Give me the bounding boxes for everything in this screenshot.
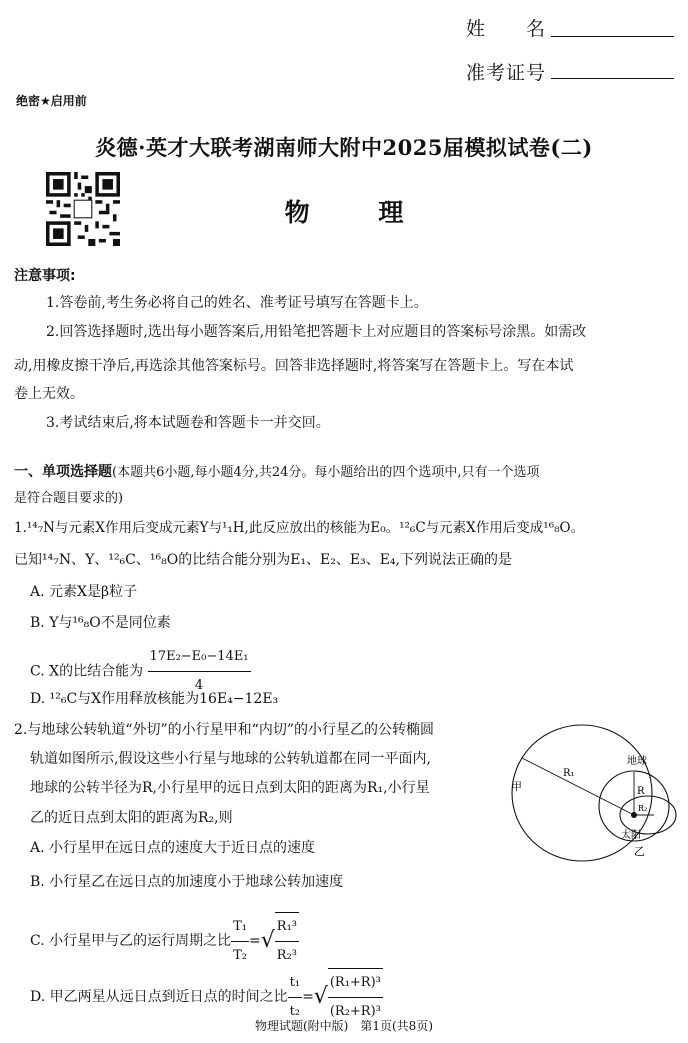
q1-option-d: D. ¹²₆C与X作用释放核能为16E₄−12E₃ bbox=[30, 691, 279, 707]
note-2-cont: 动,用橡皮擦干净后,再选涂其他答案标号。回答非选择题时,将答案写在答题卡上。写在本试 bbox=[14, 358, 574, 374]
id-line bbox=[551, 78, 674, 79]
subject-title: 物 理 bbox=[284, 198, 404, 227]
label-r2: R₂ bbox=[638, 804, 648, 813]
q2-option-a: A. 小行星甲在远日点的速度大于近日点的速度 bbox=[30, 840, 316, 856]
label-r: R bbox=[637, 786, 645, 797]
q2-option-d-rad-den: (R₂+R)³ bbox=[329, 1004, 381, 1019]
q1-stem-1: 1.¹⁴₇N与元素X作用后变成元素Y与¹₁H,此反应放出的核能为E₀。¹²₆C与元素X作用后变成¹⁶₈O。 bbox=[14, 520, 585, 536]
q1-option-c-den: 4 bbox=[194, 678, 204, 693]
label-jia: 甲 bbox=[511, 780, 522, 793]
q2-option-d-frac-den: t₂ bbox=[289, 1003, 301, 1019]
q2-option-c-eq: = bbox=[249, 933, 261, 949]
page-title: 炎德·英才大联考湖南师大附中2025届模拟试卷(二) bbox=[95, 135, 593, 160]
q2-option-c-rad-num: R₁³ bbox=[275, 913, 299, 942]
page-footer: 物理试题(附中版) 第1页(共8页) bbox=[255, 1019, 433, 1033]
note-3: 3.考试结束后,将本试题卷和答题卡一并交回。 bbox=[46, 415, 330, 431]
q2-option-c-frac-num: T₁ bbox=[231, 913, 249, 942]
label-r1: R₁ bbox=[563, 768, 575, 779]
sun-icon bbox=[631, 812, 637, 818]
q1-stem-2: 已知¹⁴₇N、Y、¹²₆C、¹⁶₈O的比结合能分别为E₁、E₂、E₃、E₄,下列说法正确的是 bbox=[14, 552, 512, 568]
id-label: 准考证号 bbox=[466, 62, 547, 84]
q2-option-d-rad-num: (R₁+R)³ bbox=[328, 969, 383, 998]
note-2-cont2: 卷上无效。 bbox=[14, 386, 84, 402]
q2-stem-4: 乙的近日点到太阳的距离为R₂,则 bbox=[30, 810, 233, 826]
notes-heading: 注意事项: bbox=[14, 268, 76, 284]
name-label: 姓 名 bbox=[466, 18, 547, 40]
q2-option-c-sqrt: √ $\frac{\text{R₁³}}{\text{R₂³}}$ bbox=[261, 912, 299, 970]
radius-r1 bbox=[522, 758, 634, 815]
note-1: 1.答卷前,考生务必将自己的姓名、准考证号填写在答题卡上。 bbox=[46, 295, 428, 311]
section-heading: 一、单项选择题 bbox=[14, 464, 112, 480]
q2-option-c-frac-den: T₂ bbox=[233, 947, 248, 963]
q2-option-c-rad-den: R₂³ bbox=[276, 948, 297, 963]
q2-option-d-sqrt: √ $\frac{\text{(R₁+R)³}}{\text{(R₂+R)³}}$ bbox=[314, 968, 383, 1026]
label-sun: 太阳 bbox=[621, 830, 641, 841]
secret-mark: 绝密★启用前 bbox=[16, 94, 87, 108]
q1-option-c-num: 17E₂−E₀−14E₁ bbox=[148, 643, 251, 672]
note-2: 2.回答选择题时,选出每小题答案后,用铅笔把答题卡上对应题目的答案标号涂黑。如需改 bbox=[46, 324, 587, 340]
q1-option-c-prefix: C. X的比结合能为 bbox=[30, 663, 144, 680]
label-yi: 乙 bbox=[634, 845, 645, 858]
q2-stem-3: 地球的公转半径为R,小行星甲的远日点到太阳的距离为R₁,小行星 bbox=[30, 780, 430, 796]
q2-option-c bbox=[30, 912, 299, 970]
q2-option-d-eq: = bbox=[302, 989, 314, 1005]
orbit-figure bbox=[508, 720, 680, 866]
q2-option-d-frac-num: t₁ bbox=[288, 969, 302, 998]
q2-option-c-fraction bbox=[231, 913, 249, 970]
q1-option-b: B. Y与¹⁶₈O不是同位素 bbox=[30, 615, 171, 631]
q2-option-b: B. 小行星乙在远日点的加速度小于地球公转加速度 bbox=[30, 874, 344, 890]
q2-stem-2: 轨道如图所示,假设这些小行星与地球的公转轨道都在同一平面内, bbox=[30, 751, 431, 767]
q1-option-a: A. 元素X是β粒子 bbox=[30, 584, 138, 600]
q2-option-d-prefix: D. 甲乙两星从远日点到近日点的时间之比 bbox=[30, 989, 288, 1005]
q2-option-c-prefix: C. 小行星甲与乙的运行周期之比 bbox=[30, 933, 232, 949]
name-line bbox=[551, 36, 674, 37]
section-desc: (本题共6小题,每小题4分,共24分。每小题给出的四个选项中,只有一个选项 bbox=[112, 465, 540, 480]
section-desc-2: 是符合题目要求的) bbox=[14, 491, 124, 506]
label-earth: 地球 bbox=[627, 756, 647, 767]
q2-stem-1: 2.与地球公转轨道“外切”的小行星甲和“内切”的小行星乙的公转椭圆 bbox=[14, 722, 434, 738]
